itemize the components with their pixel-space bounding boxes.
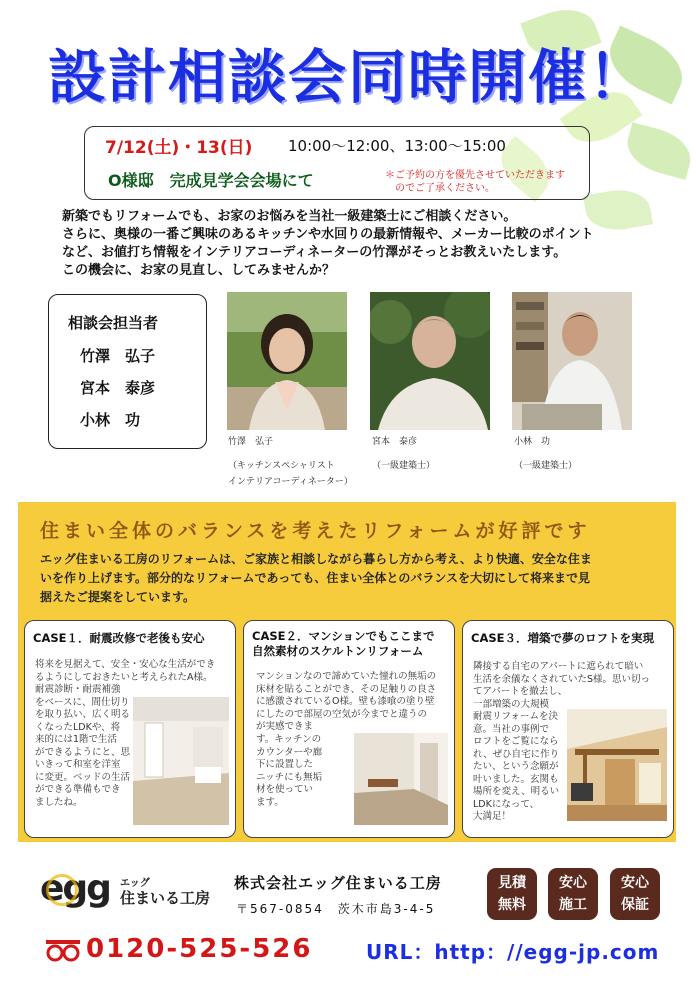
case-card-1: CASE１．耐震改修で老後も安心 将来を見据えて、安全・安心な生活ができ るようにしておきたいと考えられたA様。 耐震診断・耐震補強 をベースに、間仕切り を取り払い、広く明る くなったLDKや、将 来的には1階で生活 ができるようにと、思 いきって和室を洋室 に変更。ベッドの生活 ができる準備もでき ましたね。 bbox=[24, 620, 236, 838]
photo-caption: （一級建築士） bbox=[514, 461, 578, 471]
logo-egg: egg bbox=[40, 868, 110, 909]
event-venue: O様邸 完成見学会会場にて bbox=[108, 171, 314, 190]
logo-name: 住まいる工房 bbox=[120, 889, 211, 907]
case-text: てアパートを撤去し、 一部増築の大規模 耐震リフォームを決 意。当社の事例で ロフトをご覧になら れ、ぜひ自宅に作り たい、という念願が 叶いました。玄関も 場所を変え、明るい LDKになって、 大満足！ bbox=[473, 686, 568, 822]
photo-caption: 竹澤 弘子 bbox=[228, 437, 274, 447]
staff-name: 竹澤 弘子 bbox=[80, 347, 156, 365]
case-card-2: CASE２．マンションでもここまで 自然素材のスケルトンリフォーム マンションなので諦めていた憧れの無垢の 床材を貼ることができ、その足触りの良さ に感激されているO様。壁も漆喰の塗り壁 にしたので部屋の空気が今までと違うの が実感できま す。キッチンの カウンターや廊 下に設置した ニッチにも無垢 材を使ってい ます。 bbox=[243, 620, 455, 838]
intro-line: この機会に、お家の見直し、してみませんか？ bbox=[62, 263, 336, 278]
case-photo bbox=[133, 697, 229, 825]
staff-photo-takezawa bbox=[227, 292, 347, 430]
headline-title: 設計相談会同時開催！ bbox=[48, 43, 649, 111]
event-date: 7/12(土)・13(日) bbox=[105, 138, 253, 158]
case-title: CASE１．耐震改修で老後も安心 bbox=[33, 631, 205, 645]
website-url[interactable]: URL：http：//egg-jp.com bbox=[366, 940, 660, 964]
photo-caption: 宮本 泰彦 bbox=[372, 437, 418, 447]
photo-caption: インテリアコーディネーター） bbox=[228, 477, 353, 487]
section-heading: 住まい全体のバランスを考えたリフォームが好評です bbox=[40, 520, 591, 542]
photo-caption: （キッチンスペシャリスト bbox=[228, 461, 335, 471]
intro-line: 新築でもリフォームでも、お家のお悩みを当社一級建築士にご相談ください。 bbox=[62, 209, 517, 224]
badge-safe-warranty: 安心 保証 bbox=[610, 868, 660, 920]
company-name: 株式会社エッグ住まいる工房 bbox=[234, 874, 442, 892]
phone-number[interactable]: 0120-525-526 bbox=[86, 934, 313, 964]
staff-photo-kobayashi bbox=[512, 292, 632, 430]
intro-line: さらに、奥様の一番ご興味のあるキッチンや水回りの最新情報や、メーカー比較のポイント bbox=[62, 227, 594, 242]
case-photo bbox=[567, 709, 667, 821]
section-text: エッグ住まいる工房のリフォームは、ご家族と相談しながら暮らし方から考え、より快適、安全な住ま いを作り上げます。部分的なリフォームであっても、住まい全体とのバランスを大切にして将来まで見 据えたご提案をしています。 bbox=[40, 552, 592, 604]
case-text: 耐震診断・耐震補強 をベースに、間仕切り を取り払い、広く明る くなったLDKや、将 来的には1階で生活 ができるようにと、思 いきって和室を洋室 に変更。ベッドの生活 ができる準備もでき ましたね。 bbox=[35, 684, 131, 808]
intro-line: など、お値打ち情報をインテリアコーディネーターの竹澤がそっとお教えいたします。 bbox=[62, 245, 567, 260]
case-text: す。キッチンの カウンターや廊 下に設置した ニッチにも無垢 材を使ってい ます。 bbox=[256, 734, 323, 808]
badge-free-estimate: 見積 無料 bbox=[487, 868, 537, 920]
photo-caption: （一級建築士） bbox=[372, 461, 436, 471]
intro-text bbox=[62, 208, 662, 280]
case-title: CASE２．マンションでもここまで bbox=[252, 629, 435, 643]
event-time: 10:00～12:00、13:00～15:00 bbox=[288, 137, 506, 155]
staff-heading: 相談会担当者 bbox=[68, 314, 159, 332]
company-address: 〒567-0854 茨木市島3-4-5 bbox=[236, 902, 436, 916]
free-dial-icon bbox=[46, 938, 80, 966]
staff-name: 小林 功 bbox=[80, 411, 141, 429]
case-card-3: CASE３．増築で夢のロフトを実現 隣接する自宅のアパートに遮られて暗い 生活を余儀なくされていたS様。思い切っ てアパートを撤去し、 一部増築の大規模 耐震リフォームを決 意。当社の事例で ロフトをご覧になら れ、ぜひ自宅に作り たい、という念願が 叶いました。玄関も 場所を変え、明るい LDKになって、 大満足！ bbox=[462, 620, 674, 838]
case-title: CASE３．増築で夢のロフトを実現 bbox=[471, 631, 654, 645]
staff-photo-miyamoto bbox=[370, 292, 490, 430]
badge-safe-construction: 安心 施工 bbox=[548, 868, 598, 920]
staff-name: 宮本 泰彦 bbox=[80, 379, 156, 397]
reservation-note: ＊ご予約の方を優先させていただきます のでご了承ください。 bbox=[385, 170, 565, 194]
photo-caption: 小林 功 bbox=[514, 437, 551, 447]
logo-small-text: エッグ bbox=[120, 878, 150, 889]
case-title: 自然素材のスケルトンリフォーム bbox=[252, 644, 424, 658]
case-photo bbox=[354, 733, 448, 825]
